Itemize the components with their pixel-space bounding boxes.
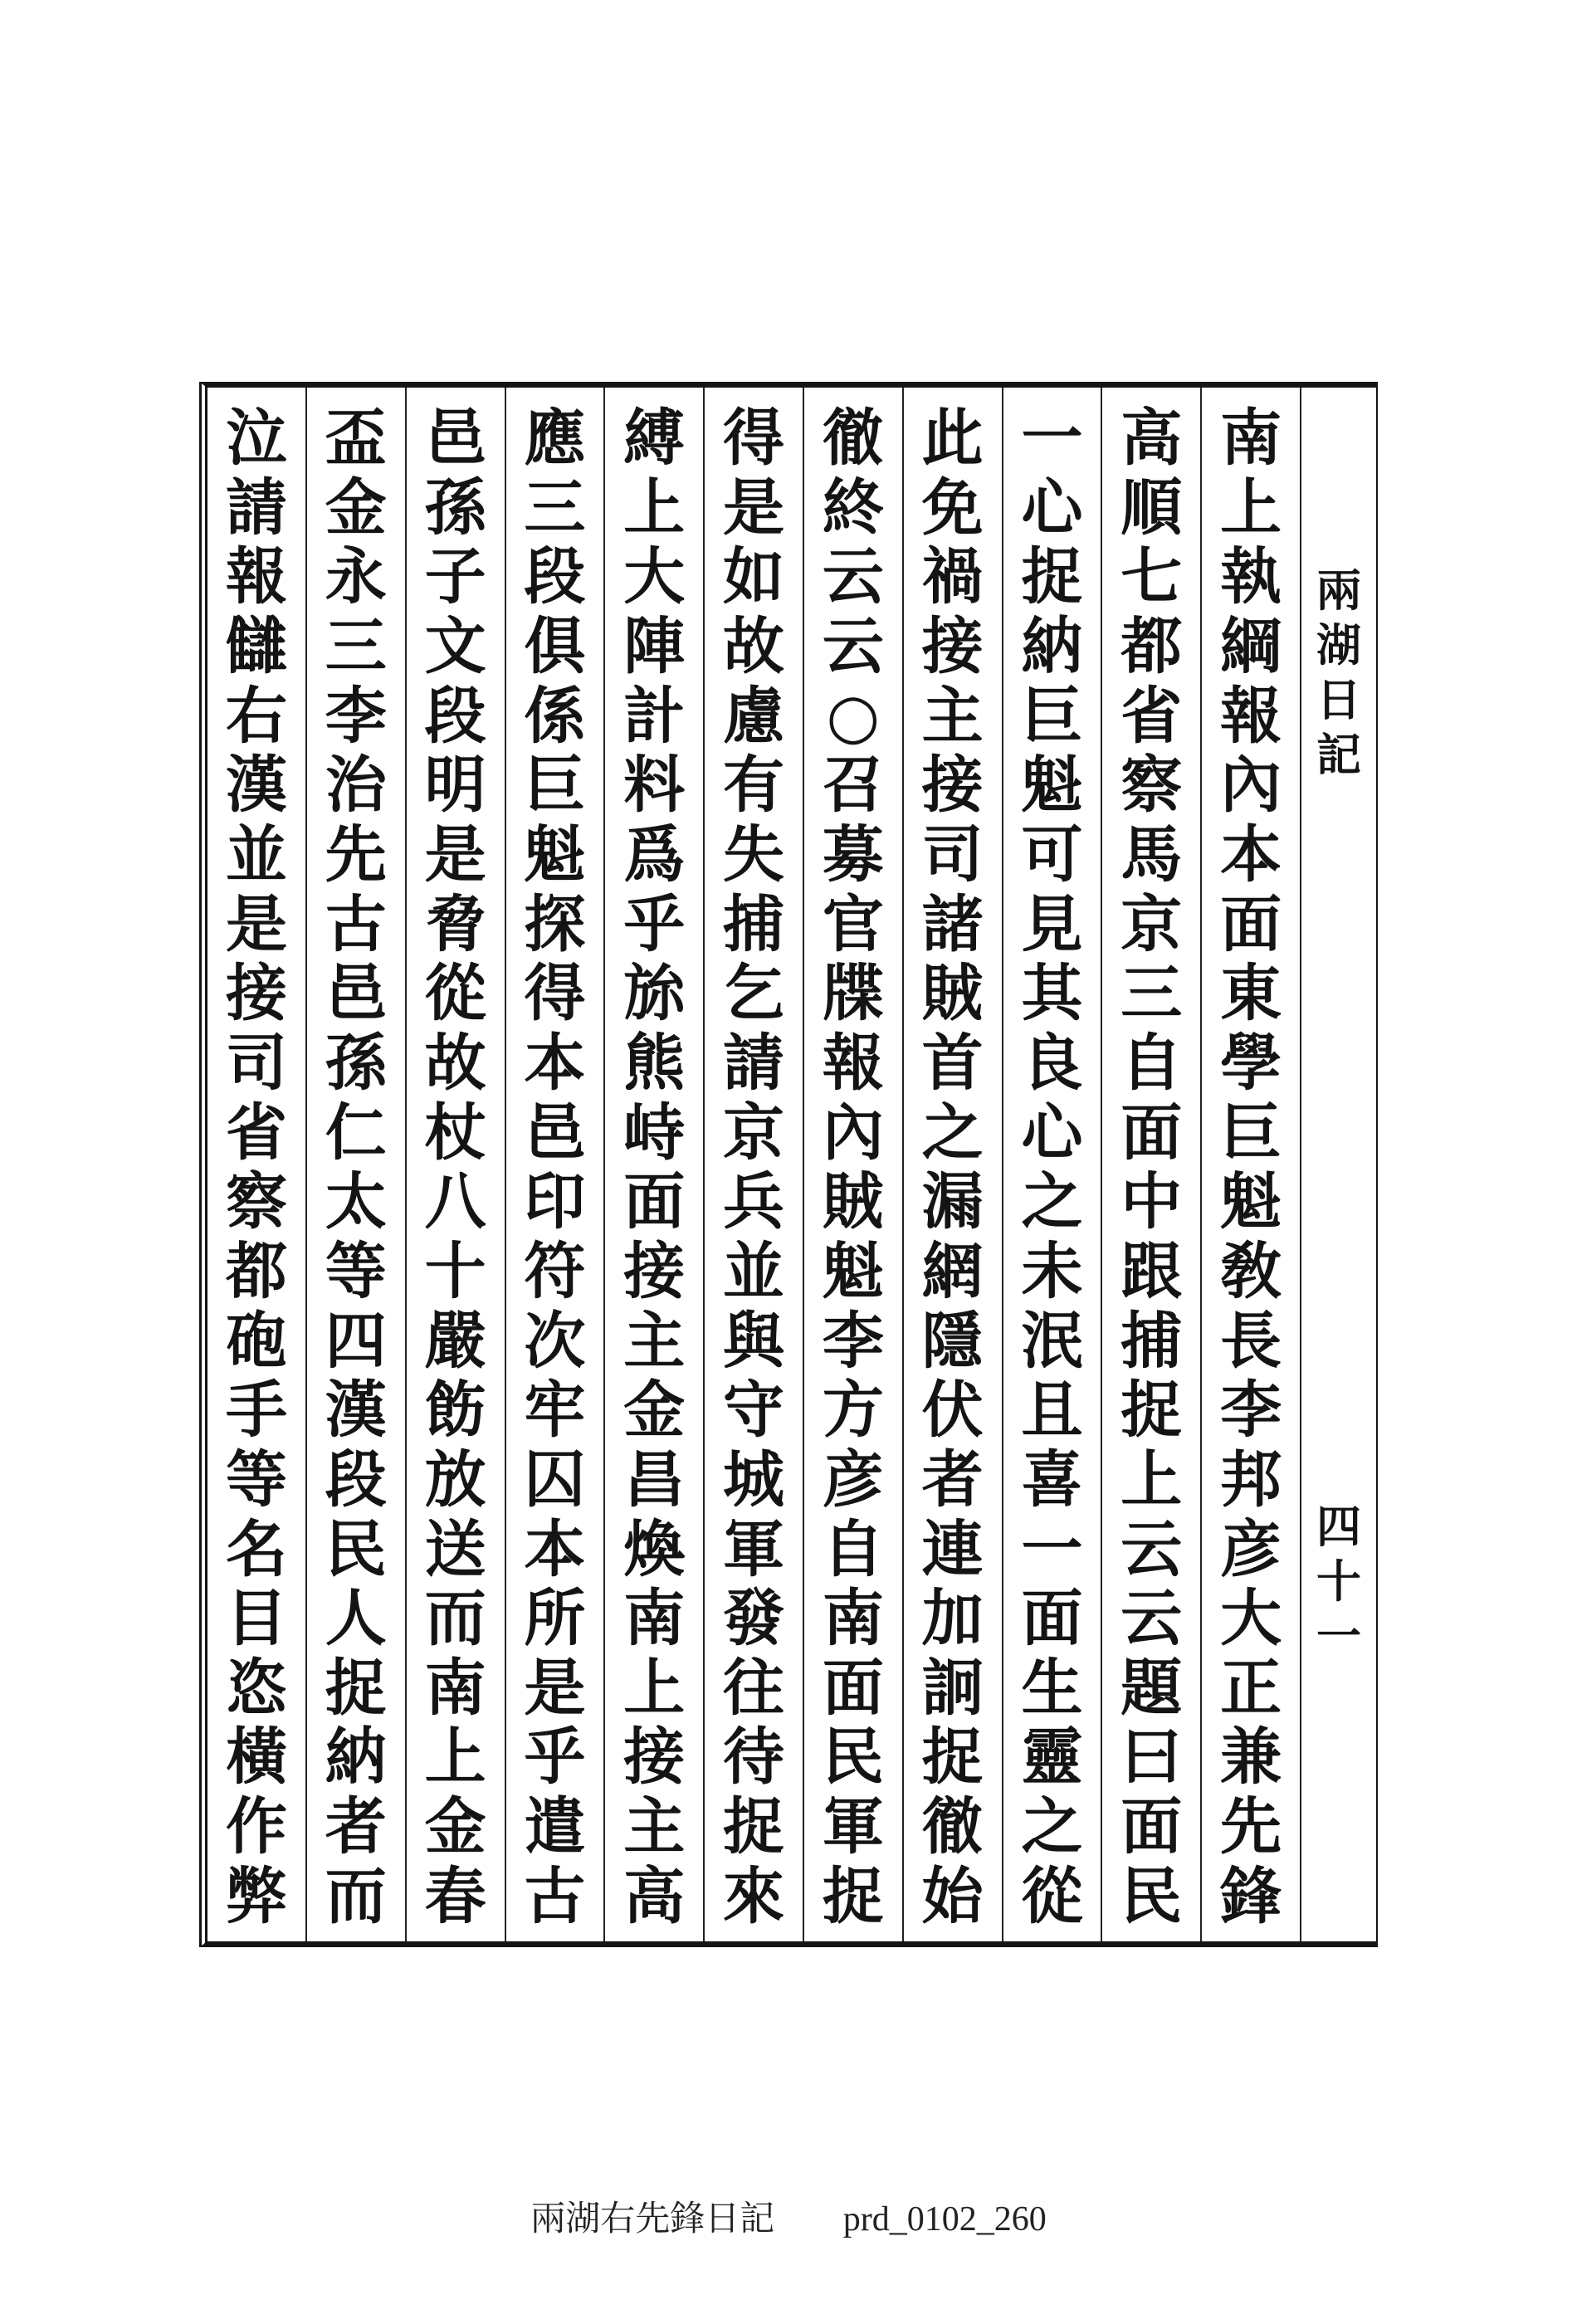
character: 八 bbox=[424, 1168, 486, 1238]
character: 金 bbox=[623, 1376, 686, 1446]
character: 加 bbox=[921, 1584, 984, 1654]
character: 徹 bbox=[921, 1793, 984, 1863]
text-column-7 bbox=[603, 388, 703, 1941]
character: 讎 bbox=[225, 612, 287, 681]
running-title bbox=[1301, 563, 1376, 782]
character: 靈 bbox=[1021, 1723, 1083, 1793]
character: 都 bbox=[225, 1237, 287, 1306]
character: 請 bbox=[723, 1028, 785, 1098]
character: 召 bbox=[822, 751, 884, 821]
character: 古 bbox=[325, 890, 387, 959]
character: 而 bbox=[424, 1584, 486, 1654]
character: 待 bbox=[723, 1723, 785, 1793]
character: 捉 bbox=[921, 1723, 984, 1793]
text-column-8 bbox=[505, 388, 604, 1941]
character: 曰 bbox=[1120, 1723, 1183, 1793]
character: 邑 bbox=[325, 959, 387, 1029]
character: 詗 bbox=[921, 1653, 984, 1723]
character: 面 bbox=[1120, 1098, 1183, 1168]
character: 仁 bbox=[325, 1098, 387, 1168]
character: 一 bbox=[1021, 404, 1083, 473]
character: 方 bbox=[822, 1376, 884, 1446]
character: 納 bbox=[1021, 612, 1083, 681]
character: 面 bbox=[822, 1653, 884, 1723]
character: 春 bbox=[424, 1862, 486, 1931]
character: 段 bbox=[325, 1445, 387, 1515]
character: 接 bbox=[623, 1723, 686, 1793]
footer-caption bbox=[0, 2191, 1577, 2241]
character: 名 bbox=[225, 1515, 287, 1584]
footer-title: 兩湖右先鋒日記 bbox=[530, 2200, 775, 2239]
character: 邑 bbox=[424, 404, 486, 473]
character: 盃 bbox=[325, 404, 387, 473]
character: 敎 bbox=[1220, 1237, 1282, 1306]
character: 兼 bbox=[1220, 1723, 1282, 1793]
folio-number bbox=[1301, 1499, 1376, 1663]
character: 察 bbox=[1120, 751, 1183, 821]
character: 軍 bbox=[822, 1793, 884, 1863]
character: 巨 bbox=[524, 751, 586, 821]
character: 長 bbox=[1220, 1306, 1282, 1376]
character: 云 bbox=[1120, 1515, 1183, 1584]
character: 賊 bbox=[822, 1168, 884, 1238]
character: 跟 bbox=[1120, 1237, 1183, 1306]
character: 面 bbox=[1120, 1793, 1183, 1863]
character: 是 bbox=[723, 473, 785, 543]
character: 慮 bbox=[723, 681, 785, 751]
character: 如 bbox=[723, 543, 785, 613]
character: 李 bbox=[325, 681, 387, 751]
character: 南 bbox=[623, 1584, 686, 1654]
character: 煥 bbox=[623, 1515, 686, 1584]
character: 邑 bbox=[524, 1098, 586, 1168]
character: 者 bbox=[325, 1793, 387, 1863]
character: 徹 bbox=[822, 404, 884, 473]
character: 七 bbox=[1120, 543, 1183, 613]
character: 之 bbox=[1021, 1168, 1083, 1238]
character: 峙 bbox=[623, 1098, 686, 1168]
character: 漢 bbox=[325, 1376, 387, 1446]
character: 彦 bbox=[1220, 1515, 1282, 1584]
character: 四 bbox=[1316, 1500, 1361, 1553]
character: 孫 bbox=[424, 473, 486, 543]
character: 主 bbox=[623, 1793, 686, 1863]
character: 捉 bbox=[325, 1653, 387, 1723]
character: 脅 bbox=[424, 890, 486, 959]
text-column-11 bbox=[208, 388, 305, 1941]
character: 良 bbox=[1021, 1028, 1083, 1098]
character: 杖 bbox=[424, 1098, 486, 1168]
character: 四 bbox=[325, 1306, 387, 1376]
character: 省 bbox=[1120, 681, 1183, 751]
character: 魁 bbox=[1220, 1168, 1282, 1238]
character: 諸 bbox=[921, 890, 984, 959]
footer-id: prd_0102_260 bbox=[842, 2200, 1047, 2239]
character: 係 bbox=[524, 681, 586, 751]
character: 作 bbox=[225, 1793, 287, 1863]
character: 此 bbox=[921, 404, 984, 473]
character: 內 bbox=[822, 1098, 884, 1168]
character: 來 bbox=[723, 1862, 785, 1931]
character: 失 bbox=[723, 820, 785, 890]
character: 是 bbox=[424, 820, 486, 890]
character: 首 bbox=[921, 1028, 984, 1098]
character: 接 bbox=[623, 1237, 686, 1306]
character: 面 bbox=[623, 1168, 686, 1238]
character: 兩 bbox=[1316, 564, 1361, 617]
character: 先 bbox=[325, 820, 387, 890]
character: 並 bbox=[723, 1237, 785, 1306]
character: 城 bbox=[723, 1445, 785, 1515]
character: 泣 bbox=[225, 404, 287, 473]
character: 綱 bbox=[1220, 612, 1282, 681]
character: 太 bbox=[325, 1168, 387, 1238]
character: 三 bbox=[325, 612, 387, 681]
character: 主 bbox=[921, 681, 984, 751]
character: 面 bbox=[1220, 890, 1282, 959]
character: 請 bbox=[225, 473, 287, 543]
character: 橫 bbox=[225, 1723, 287, 1793]
text-column-6 bbox=[703, 388, 803, 1941]
character: 禍 bbox=[921, 543, 984, 613]
character: 云 bbox=[822, 543, 884, 613]
character: 昌 bbox=[623, 1445, 686, 1515]
character: 順 bbox=[1120, 473, 1183, 543]
character: 其 bbox=[1021, 959, 1083, 1029]
character: 上 bbox=[424, 1723, 486, 1793]
character: 古 bbox=[524, 1862, 586, 1931]
text-column-10 bbox=[305, 388, 405, 1941]
character: 探 bbox=[524, 890, 586, 959]
character: 接 bbox=[921, 612, 984, 681]
character: 南 bbox=[424, 1653, 486, 1723]
character: 京 bbox=[723, 1098, 785, 1168]
character: 自 bbox=[822, 1515, 884, 1584]
character: 計 bbox=[623, 681, 686, 751]
character: 執 bbox=[1220, 543, 1282, 613]
character: 民 bbox=[822, 1723, 884, 1793]
text-column-4 bbox=[902, 388, 1002, 1941]
character: 見 bbox=[1021, 890, 1083, 959]
character: 漢 bbox=[225, 751, 287, 821]
character: 並 bbox=[225, 820, 287, 890]
character: 孫 bbox=[325, 1028, 387, 1098]
character: 賊 bbox=[921, 959, 984, 1029]
character: 漏 bbox=[921, 1168, 984, 1238]
character: 彦 bbox=[822, 1445, 884, 1515]
character: 兵 bbox=[723, 1168, 785, 1238]
character: 嚴 bbox=[424, 1306, 486, 1376]
character: 十 bbox=[1316, 1555, 1361, 1608]
character: 魁 bbox=[1021, 751, 1083, 821]
character: 邦 bbox=[1220, 1445, 1282, 1515]
character: 段 bbox=[424, 681, 486, 751]
character: 官 bbox=[822, 890, 884, 959]
character: 捉 bbox=[723, 1793, 785, 1863]
character: 是 bbox=[524, 1653, 586, 1723]
character: 接 bbox=[921, 751, 984, 821]
character: 自 bbox=[1120, 1028, 1183, 1098]
character: 手 bbox=[225, 1376, 287, 1446]
character: 募 bbox=[822, 820, 884, 890]
character: 李 bbox=[822, 1306, 884, 1376]
character: 捕 bbox=[723, 890, 785, 959]
character: 題 bbox=[1120, 1653, 1183, 1723]
character: 捉 bbox=[1021, 543, 1083, 613]
character: 俱 bbox=[524, 612, 586, 681]
character: 守 bbox=[723, 1376, 785, 1446]
character: 囚 bbox=[524, 1445, 586, 1515]
character: 文 bbox=[424, 612, 486, 681]
character: 旀 bbox=[623, 959, 686, 1029]
character: 之 bbox=[921, 1098, 984, 1168]
character: 馬 bbox=[1120, 820, 1183, 890]
character: 巨 bbox=[1021, 681, 1083, 751]
character: 乎 bbox=[623, 890, 686, 959]
character: 子 bbox=[424, 543, 486, 613]
character: 學 bbox=[1220, 1028, 1282, 1098]
character: 高 bbox=[1120, 404, 1183, 473]
character: 得 bbox=[524, 959, 586, 1029]
character: 有 bbox=[723, 751, 785, 821]
character: 遣 bbox=[524, 1793, 586, 1863]
character: 陣 bbox=[623, 612, 686, 681]
character: 中 bbox=[1120, 1168, 1183, 1238]
character: 上 bbox=[623, 1653, 686, 1723]
text-column-3 bbox=[1002, 388, 1101, 1941]
character: 治 bbox=[325, 751, 387, 821]
character: 民 bbox=[325, 1515, 387, 1584]
character: 往 bbox=[723, 1653, 785, 1723]
character: 印 bbox=[524, 1168, 586, 1238]
character: 東 bbox=[1220, 959, 1282, 1029]
character: 心 bbox=[1021, 1098, 1083, 1168]
character: 報 bbox=[822, 1028, 884, 1098]
character: 等 bbox=[325, 1237, 387, 1306]
character: 爲 bbox=[623, 820, 686, 890]
character: 省 bbox=[225, 1098, 287, 1168]
printed-page-frame bbox=[199, 382, 1378, 1947]
character: 司 bbox=[921, 820, 984, 890]
character: 未 bbox=[1021, 1237, 1083, 1306]
character: 所 bbox=[524, 1584, 586, 1654]
character: 與 bbox=[723, 1306, 785, 1376]
character: 巨 bbox=[1220, 1098, 1282, 1168]
character: 高 bbox=[623, 1862, 686, 1931]
character: 符 bbox=[524, 1237, 586, 1306]
character: 記 bbox=[1316, 728, 1361, 781]
character: 右 bbox=[225, 681, 287, 751]
character: 南 bbox=[1220, 404, 1282, 473]
character: 泯 bbox=[1021, 1306, 1083, 1376]
circle-mark: ○ bbox=[826, 681, 881, 751]
character: 鋒 bbox=[1220, 1862, 1282, 1931]
character: 等 bbox=[225, 1445, 287, 1515]
character: 終 bbox=[822, 473, 884, 543]
character: 送 bbox=[424, 1515, 486, 1584]
character: 李 bbox=[1220, 1376, 1282, 1446]
text-column-5 bbox=[803, 388, 902, 1941]
character: 隱 bbox=[921, 1306, 984, 1376]
text-column-9 bbox=[405, 388, 505, 1941]
character: 上 bbox=[1220, 473, 1282, 543]
character: 生 bbox=[1021, 1653, 1083, 1723]
character: 主 bbox=[623, 1306, 686, 1376]
character: 熊 bbox=[623, 1028, 686, 1098]
character: 之 bbox=[1021, 1793, 1083, 1863]
character: 民 bbox=[1120, 1862, 1183, 1931]
character: 日 bbox=[1316, 673, 1361, 726]
character: 南 bbox=[822, 1584, 884, 1654]
character: 而 bbox=[325, 1862, 387, 1931]
character: 且 bbox=[1021, 1376, 1083, 1446]
character: 牒 bbox=[822, 959, 884, 1029]
character: 從 bbox=[1021, 1862, 1083, 1931]
character: 三 bbox=[1120, 959, 1183, 1029]
character: 大 bbox=[1220, 1584, 1282, 1654]
character: 上 bbox=[1120, 1445, 1183, 1515]
character: 乎 bbox=[524, 1723, 586, 1793]
character: 三 bbox=[524, 473, 586, 543]
character: 心 bbox=[1021, 473, 1083, 543]
character: 始 bbox=[921, 1862, 984, 1931]
character: 大 bbox=[623, 543, 686, 613]
character: 上 bbox=[623, 473, 686, 543]
character: 湖 bbox=[1316, 618, 1361, 671]
character: 報 bbox=[1220, 681, 1282, 751]
character: 魁 bbox=[524, 820, 586, 890]
character: 司 bbox=[225, 1028, 287, 1098]
character: 明 bbox=[424, 751, 486, 821]
character: 都 bbox=[1120, 612, 1183, 681]
character: 料 bbox=[623, 751, 686, 821]
character: 縛 bbox=[623, 404, 686, 473]
text-column-2 bbox=[1101, 388, 1200, 1941]
character: 目 bbox=[225, 1584, 287, 1654]
character: 段 bbox=[524, 543, 586, 613]
character: 發 bbox=[723, 1584, 785, 1654]
character: 金 bbox=[424, 1793, 486, 1863]
character: 從 bbox=[424, 959, 486, 1029]
character: 報 bbox=[225, 543, 287, 613]
character: 內 bbox=[1220, 751, 1282, 821]
character: 砲 bbox=[225, 1306, 287, 1376]
character: 云 bbox=[1120, 1584, 1183, 1654]
character: 魁 bbox=[822, 1237, 884, 1306]
character: 接 bbox=[225, 959, 287, 1029]
character: 十 bbox=[424, 1237, 486, 1306]
text-column-1 bbox=[1200, 388, 1300, 1941]
character: 捉 bbox=[1120, 1376, 1183, 1446]
character: 本 bbox=[1220, 820, 1282, 890]
character: 人 bbox=[325, 1584, 387, 1654]
page-gutter bbox=[1300, 388, 1376, 1941]
text-block bbox=[208, 388, 1300, 1941]
character: 飭 bbox=[424, 1376, 486, 1446]
character: 云 bbox=[822, 612, 884, 681]
character: 故 bbox=[723, 612, 785, 681]
character: 應 bbox=[524, 404, 586, 473]
character: 次 bbox=[524, 1306, 586, 1376]
character: 金 bbox=[325, 473, 387, 543]
character: 永 bbox=[325, 543, 387, 613]
character: 弊 bbox=[225, 1862, 287, 1931]
character: 本 bbox=[524, 1515, 586, 1584]
character: 恣 bbox=[225, 1653, 287, 1723]
character: 得 bbox=[723, 404, 785, 473]
character: 捉 bbox=[822, 1862, 884, 1931]
character: 網 bbox=[921, 1237, 984, 1306]
character: 本 bbox=[524, 1028, 586, 1098]
character: 連 bbox=[921, 1515, 984, 1584]
character: 故 bbox=[424, 1028, 486, 1098]
character: 軍 bbox=[723, 1515, 785, 1584]
character: 察 bbox=[225, 1168, 287, 1238]
character: 放 bbox=[424, 1445, 486, 1515]
character: 伏 bbox=[921, 1376, 984, 1446]
character: 一 bbox=[1316, 1609, 1361, 1662]
character: 乞 bbox=[723, 959, 785, 1029]
character: 面 bbox=[1021, 1584, 1083, 1654]
character: 一 bbox=[1021, 1515, 1083, 1584]
character: 可 bbox=[1021, 820, 1083, 890]
character: 正 bbox=[1220, 1653, 1282, 1723]
character: 京 bbox=[1120, 890, 1183, 959]
character: 先 bbox=[1220, 1793, 1282, 1863]
character: 捕 bbox=[1120, 1306, 1183, 1376]
character: 是 bbox=[225, 890, 287, 959]
character: 納 bbox=[325, 1723, 387, 1793]
character: 免 bbox=[921, 473, 984, 543]
character: 喜 bbox=[1021, 1445, 1083, 1515]
character: 者 bbox=[921, 1445, 984, 1515]
character: 牢 bbox=[524, 1376, 586, 1446]
